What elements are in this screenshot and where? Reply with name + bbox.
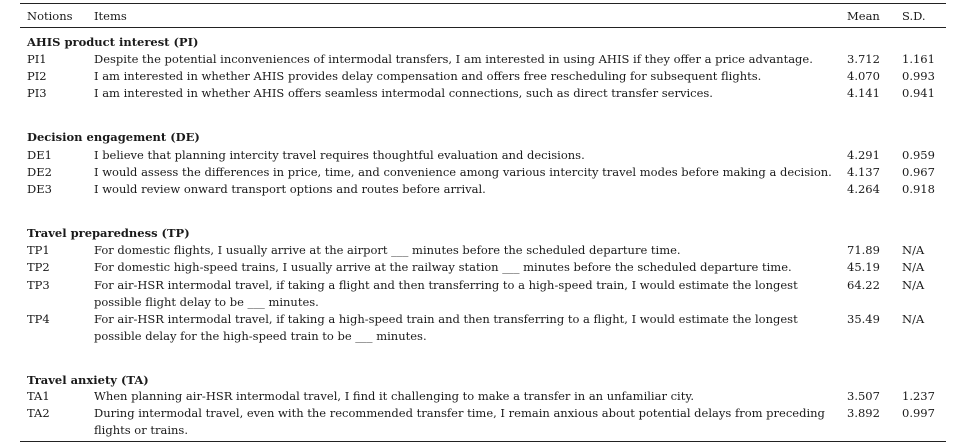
section-title: AHIS product interest (PI) <box>27 35 199 49</box>
row-mean: 3.892 <box>847 406 880 420</box>
table-top-rule <box>20 3 946 4</box>
row-code: PI1 <box>27 52 47 66</box>
table-header-rule <box>20 27 946 28</box>
row-sd: 0.959 <box>902 148 935 162</box>
row-code: TA2 <box>27 406 50 420</box>
row-code: TP1 <box>27 243 50 257</box>
row-item: For air-HSR intermodal travel, if taking a high-speed train and then transferring to a flight, I would estimate the longest possible delay for the high-speed train to be ___ minutes. <box>94 312 798 343</box>
row-mean: 45.19 <box>847 260 880 274</box>
row-mean: 64.22 <box>847 278 880 292</box>
row-mean: 4.070 <box>847 69 880 83</box>
row-sd: N/A <box>902 260 925 274</box>
row-code: TP4 <box>27 312 50 326</box>
row-mean: 4.264 <box>847 182 880 196</box>
table-bottom-rule <box>20 441 946 442</box>
row-item: I believe that planning intercity travel requires thoughtful evaluation and decisions. <box>94 148 585 162</box>
section-title: Travel preparedness (TP) <box>27 226 190 240</box>
row-sd: N/A <box>902 312 925 326</box>
row-code: DE2 <box>27 165 52 179</box>
row-sd: 1.161 <box>902 52 935 66</box>
row-item: During intermodal travel, even with the recommended transfer time, I remain anxious about potential delays from preceding flights or trains. <box>94 406 825 437</box>
row-sd: 1.237 <box>902 389 935 403</box>
row-sd: N/A <box>902 278 925 292</box>
row-mean: 4.137 <box>847 165 880 179</box>
section-title: Travel anxiety (TA) <box>27 373 149 387</box>
row-code: TA1 <box>27 389 50 403</box>
row-code: PI2 <box>27 69 47 83</box>
row-sd: 0.918 <box>902 182 935 196</box>
row-sd: 0.941 <box>902 86 935 100</box>
row-item: For domestic high-speed trains, I usually arrive at the railway station ___ minutes before the scheduled departure time. <box>94 260 792 274</box>
header-sd: S.D. <box>902 9 926 23</box>
row-mean: 71.89 <box>847 243 880 257</box>
row-item: I am interested in whether AHIS provides delay compensation and offers free rescheduling for subsequent flights. <box>94 69 762 83</box>
row-code: TP2 <box>27 260 50 274</box>
row-item: I would review onward transport options and routes before arrival. <box>94 182 486 196</box>
row-item: Despite the potential inconveniences of intermodal transfers, I am interested in using AHIS if they offer a price advantage. <box>94 52 813 66</box>
row-item: For air-HSR intermodal travel, if taking a flight and then transferring to a high-speed train, I would estimate the longest possible flight delay to be ___ minutes. <box>94 278 798 309</box>
row-sd: 0.967 <box>902 165 935 179</box>
header-notions: Notions <box>27 9 73 23</box>
row-code: DE3 <box>27 182 52 196</box>
row-mean: 4.141 <box>847 86 880 100</box>
row-mean: 35.49 <box>847 312 880 326</box>
header-mean: Mean <box>847 9 880 23</box>
section-title: Decision engagement (DE) <box>27 130 200 144</box>
row-sd: N/A <box>902 243 925 257</box>
row-sd: 0.993 <box>902 69 935 83</box>
header-items: Items <box>94 9 127 23</box>
row-item: When planning air-HSR intermodal travel, I find it challenging to make a transfer in an unfamiliar city. <box>94 389 694 403</box>
row-mean: 3.507 <box>847 389 880 403</box>
row-code: DE1 <box>27 148 52 162</box>
row-mean: 4.291 <box>847 148 880 162</box>
row-item: I would assess the differences in price, time, and convenience among various intercity travel modes before making a decision. <box>94 165 832 179</box>
row-item: I am interested in whether AHIS offers seamless intermodal connections, such as direct transfer services. <box>94 86 713 100</box>
row-code: PI3 <box>27 86 47 100</box>
row-item: For domestic flights, I usually arrive at the airport ___ minutes before the scheduled departure time. <box>94 243 681 257</box>
row-sd: 0.997 <box>902 406 935 420</box>
row-code: TP3 <box>27 278 50 292</box>
row-mean: 3.712 <box>847 52 880 66</box>
